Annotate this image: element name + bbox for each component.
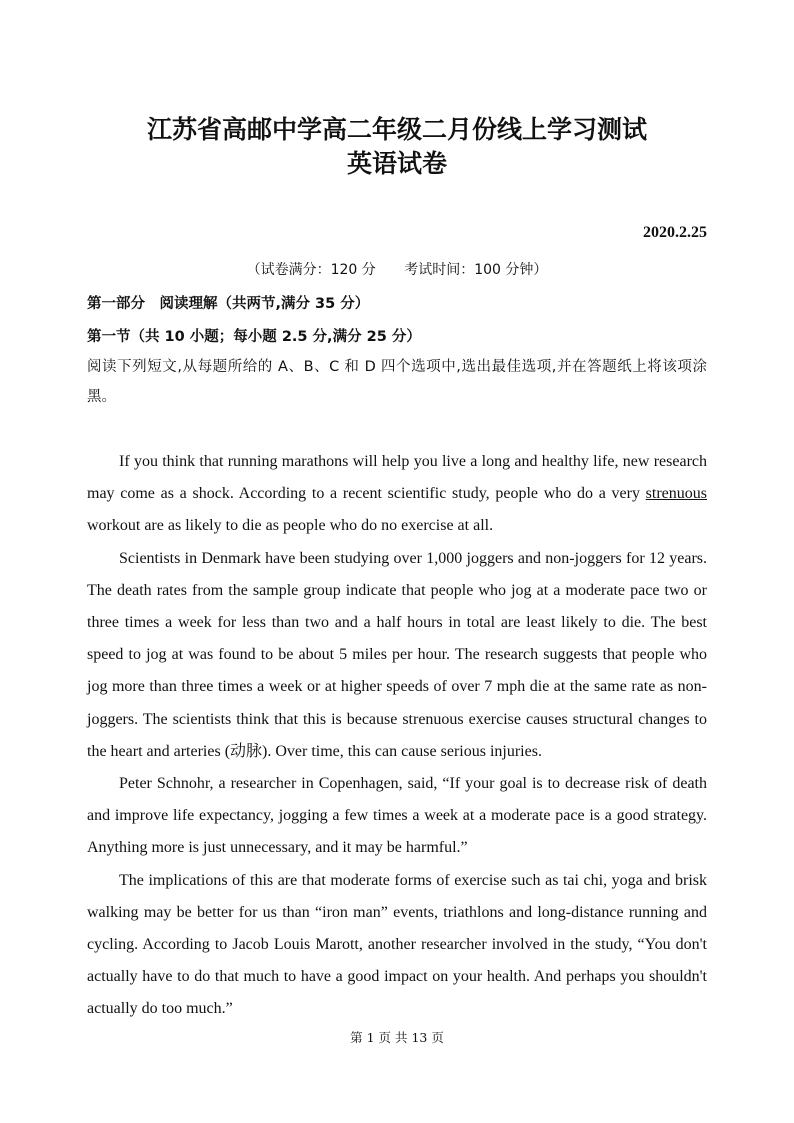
instructions: 阅读下列短文,从每题所给的 A、B、C 和 D 四个选项中,选出最佳选项,并在答题纸上将该项涂黑。 <box>87 359 707 405</box>
exam-info <box>0 259 794 279</box>
exam-title: 江苏省高邮中学高二年级二月份线上学习测试 <box>146 115 647 144</box>
exam-date: 2020.2.25 <box>643 224 707 241</box>
paragraph-4: The implications of this are that moderate forms of exercise such as tai chi, yoga and brisk walking may be better for us than “iron man” events, triathlons and long-distance running and cycling. According to Jacob Louis Marott, another researcher involved in the study, “You don't actually have to do that much to have a good impact on your health. And perhaps you shouldn't actually do too much.” <box>87 871 707 1018</box>
page-number: 第 1 页 共 13 页 <box>350 1030 444 1045</box>
paragraph-1 <box>87 446 707 543</box>
full-score: （试卷满分：120 分 <box>246 262 376 278</box>
paragraph-3: Peter Schnohr, a researcher in Copenhagen, said, “If your goal is to decrease risk of death and improve life expectancy, jogging a few times a week at a moderate pace is a good strategy. Anything more is just unnecessary, and it may be harmful.” <box>87 775 707 857</box>
part-heading: 第一部分 阅读理解（共两节,满分 35 分） <box>87 296 370 312</box>
section-heading: 第一节（共 10 小题；每小题 2.5 分,满分 25 分） <box>87 329 421 345</box>
exam-time: 考试时间：100 分钟） <box>404 262 548 278</box>
underlined-word: strenuous <box>645 485 707 503</box>
paragraph-2: Scientists in Denmark have been studying over 1,000 joggers and non-joggers for 12 years. The death rates from the sample group indicate that people who jog at a moderate pace two or three times a week for less than two and a half hours in total are least likely to die. The best speed to jog at was found to be about 5 miles per hour. The research suggests that people who jog more than three times a week or at higher speeds of over 7 mph die at the same rate as non-joggers. The scientists think that this is because strenuous exercise causes structural changes to the heart and arteries (动脉). Over time, this can cause serious injuries. <box>87 549 707 760</box>
paragraph-1-end: workout are as likely to die as people who do no exercise at all. <box>87 517 494 535</box>
exam-subject: 英语试卷 <box>346 149 447 178</box>
paragraph-1-start: If you think that running marathons will help you live a long and healthy life, new research may come as a shock. According to a recent scientific study, people who do a very <box>87 453 707 503</box>
reading-passage <box>87 446 707 1026</box>
